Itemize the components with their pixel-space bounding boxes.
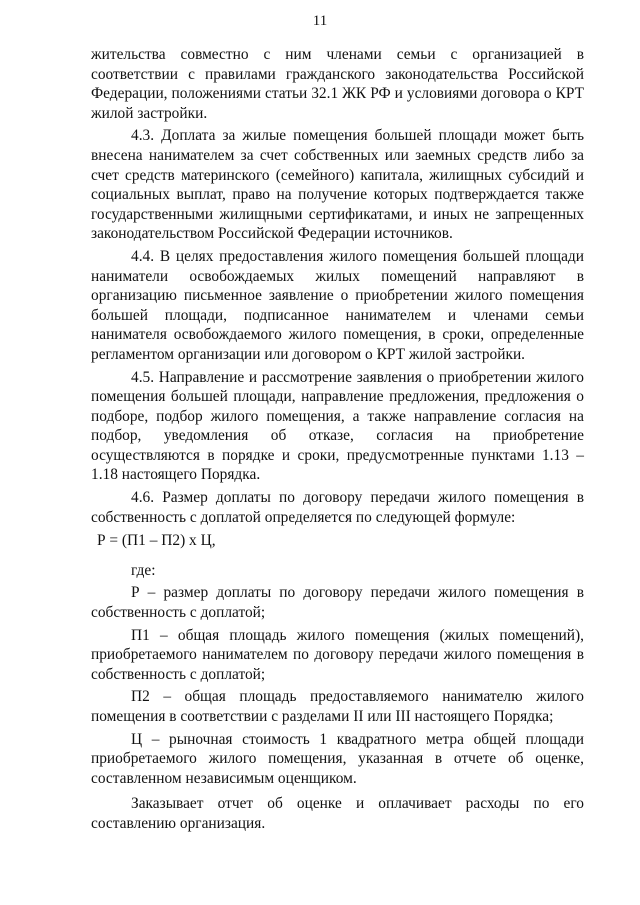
definition-p: Р – размер доплаты по договору передачи жилого помещения в собственность с доплатой;: [91, 584, 584, 622]
formula: Р = (П1 – П2) х Ц,: [97, 532, 216, 550]
paragraph-report-order: Заказывает отчет об оценке и оплачивает расходы по его составлению организация.: [91, 795, 584, 832]
definition-c: Ц – рыночная стоимость 1 квадратного метра общей площади приобретаемого жилого помещения, указанная в отчете об оценке, составленном независимым оценщиком.: [91, 730, 584, 787]
page-number: 11: [312, 13, 328, 29]
paragraph-4-4: 4.4. В целях предоставления жилого помещения большей площади наниматели освобождаемых жилых помещений направляют в организацию письменное заявление о приобретении жилого помещения большей площади, подписанное нанимателем и членами семьи нанимателя освобождаемого жилого помещения, в сроки, определенные регламентом организации или договором о КРТ жилой застройки.: [91, 247, 584, 363]
definition-p2: П2 – общая площадь предоставляемого нанимателю жилого помещения в соответствии с разделами II или III настоящего Порядка;: [91, 688, 584, 725]
paragraph-4-3: 4.3. Доплата за жилые помещения большей площади может быть внесена нанимателем за счет собственных или заемных средств либо за счет средств материнского (семейного) капитала, жилищных субсидий и социальных выплат, право на получение которых подтверждается также государственными жилищными сертификатами, и иных не запрещенных законодательством Российской Федерации источников.: [91, 127, 584, 243]
definition-p1: П1 – общая площадь жилого помещения (жилых помещений), приобретаемого нанимателем по договору передачи жилого помещения в собственность с доплатой;: [91, 626, 584, 683]
document-body: [91, 45, 584, 834]
formula-where-label: где:: [131, 561, 156, 579]
paragraph-4-5: 4.5. Направление и рассмотрение заявления о приобретении жилого помещения большей площади, направление предложения, предложения о подборе, подбор жилого помещения, а также направление согласия на подбор, уведомления об отказе, согласия на приобретение осуществляются в порядке и сроки, предусмотренные пунктами 1.13 – 1.18 настоящего Порядка.: [91, 368, 584, 484]
paragraph-4-6: 4.6. Размер доплаты по договору передачи жилого помещения в собственность с доплатой определяется по следующей формуле:: [91, 489, 584, 526]
paragraph-continuation: жительства совместно с ним членами семьи с организацией в соответствии с правилами гражданского законодательства Российской Федерации, положениями статьи 32.1 ЖК РФ и условиями договора о КРТ жилой застройки.: [91, 46, 584, 122]
